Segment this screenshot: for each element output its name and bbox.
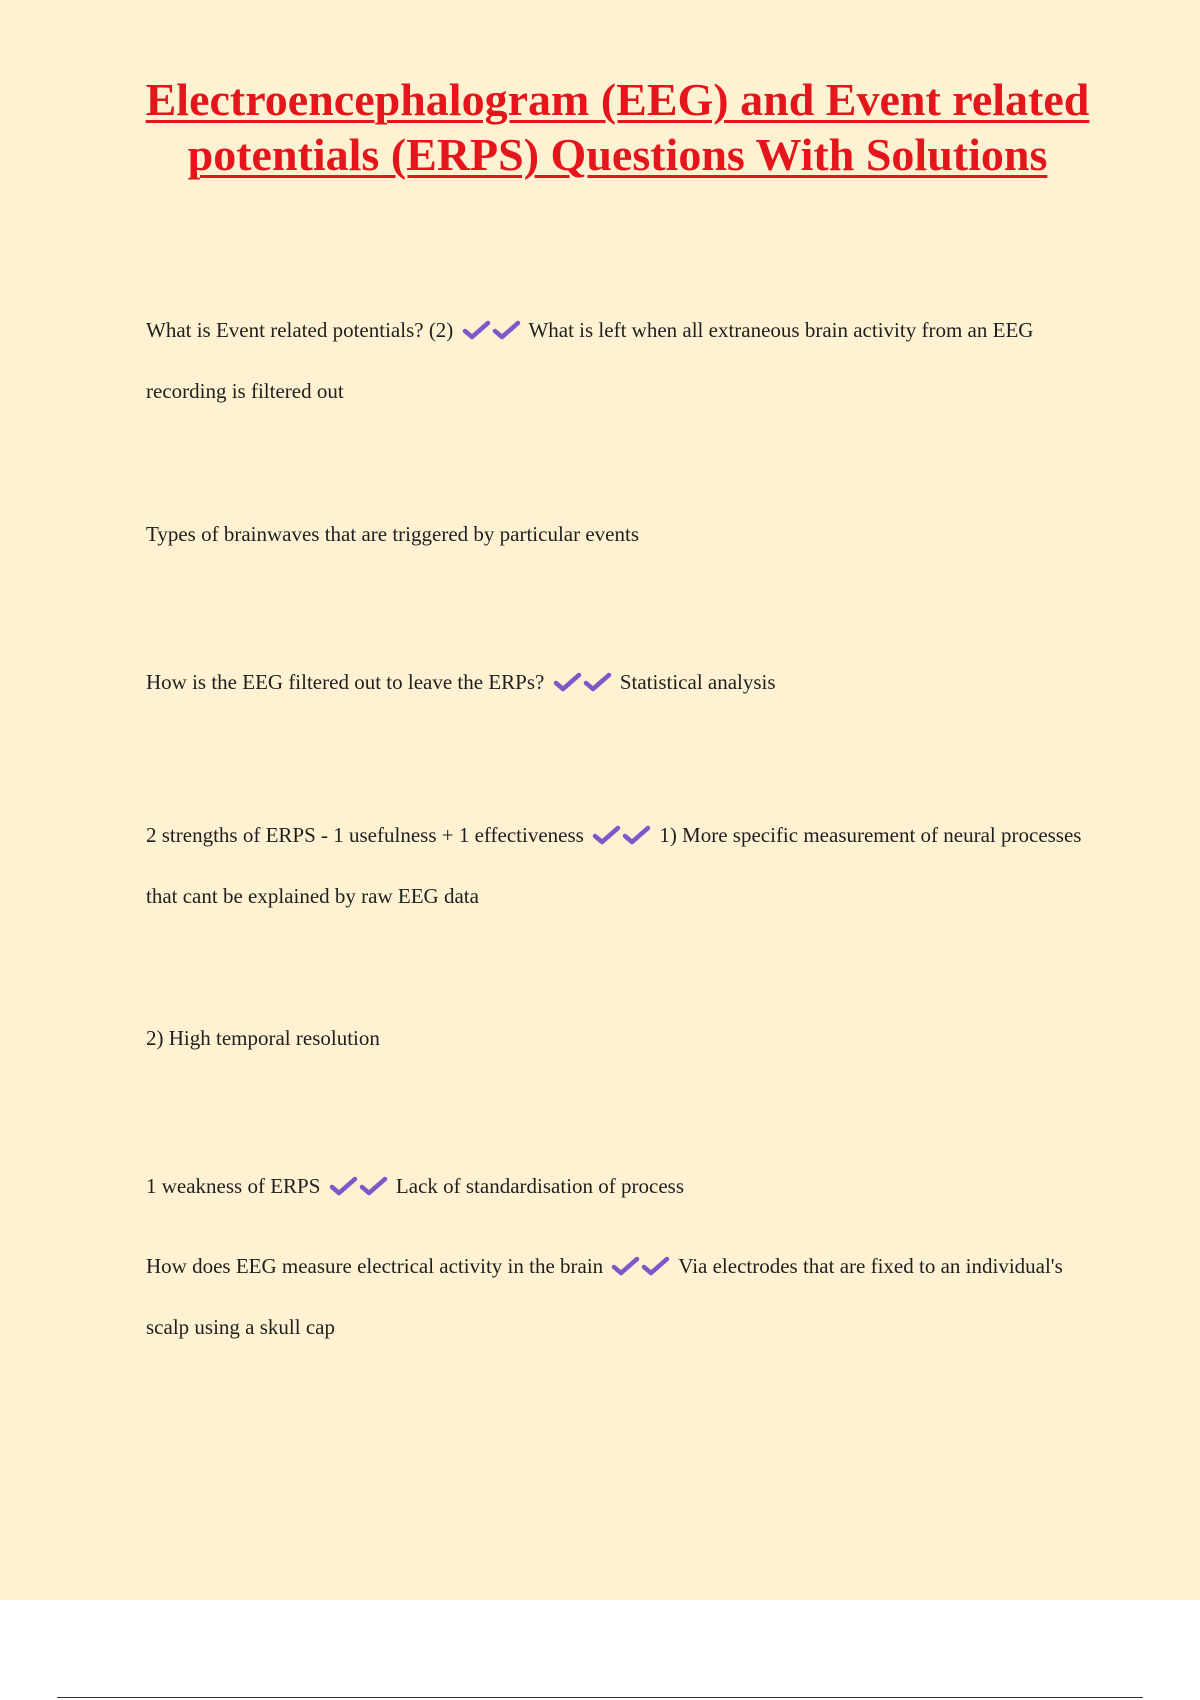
qa-entry [146,652,1086,713]
check-icon [359,1176,389,1196]
qa-entry [146,1236,1086,1358]
answer-text: Types of brainwaves that are triggered by particular events [146,522,639,546]
answer-marker [462,300,522,361]
answer-marker [611,1236,671,1297]
check-icon [462,320,492,340]
answer-text: 2) High temporal resolution [146,1026,380,1050]
qa-entry [146,1008,1086,1069]
check-icon [492,320,522,340]
check-icon [611,1256,641,1276]
question-text: What is Event related potentials? (2) [146,318,454,342]
answer-text: What is left when all extraneous brain activity from an EEG recording is filtered out [146,318,1034,403]
question-text: 2 strengths of ERPS - 1 usefulness + 1 effectiveness [146,823,584,847]
answer-text: Statistical analysis [619,670,776,694]
check-icon [592,825,622,845]
qa-entry [146,504,1086,565]
answer-marker [553,652,613,713]
answer-text: Lack of standardisation of process [395,1174,684,1198]
qa-entry [146,300,1086,422]
check-icon [583,672,613,692]
qa-entry [146,805,1086,927]
document-title: Electroencephalogram (EEG) and Event related potentials (ERPS) Questions With Solutions [145,74,1090,180]
answer-marker [592,805,652,866]
question-text: How is the EEG filtered out to leave the ERPs? [146,670,545,694]
check-icon [329,1176,359,1196]
answer-text: Via electrodes that are fixed to an individual's scalp using a skull cap [146,1254,1063,1339]
footer-divider [57,1697,1143,1698]
check-icon [622,825,652,845]
check-icon [553,672,583,692]
check-icon [641,1256,671,1276]
question-text: How does EEG measure electrical activity in the brain [146,1254,604,1278]
qa-entry [146,1156,1086,1217]
answer-text: 1) More specific measurement of neural processes that cant be explained by raw EEG data [146,823,1082,908]
question-text: 1 weakness of ERPS [146,1174,321,1198]
answer-marker [329,1156,389,1217]
